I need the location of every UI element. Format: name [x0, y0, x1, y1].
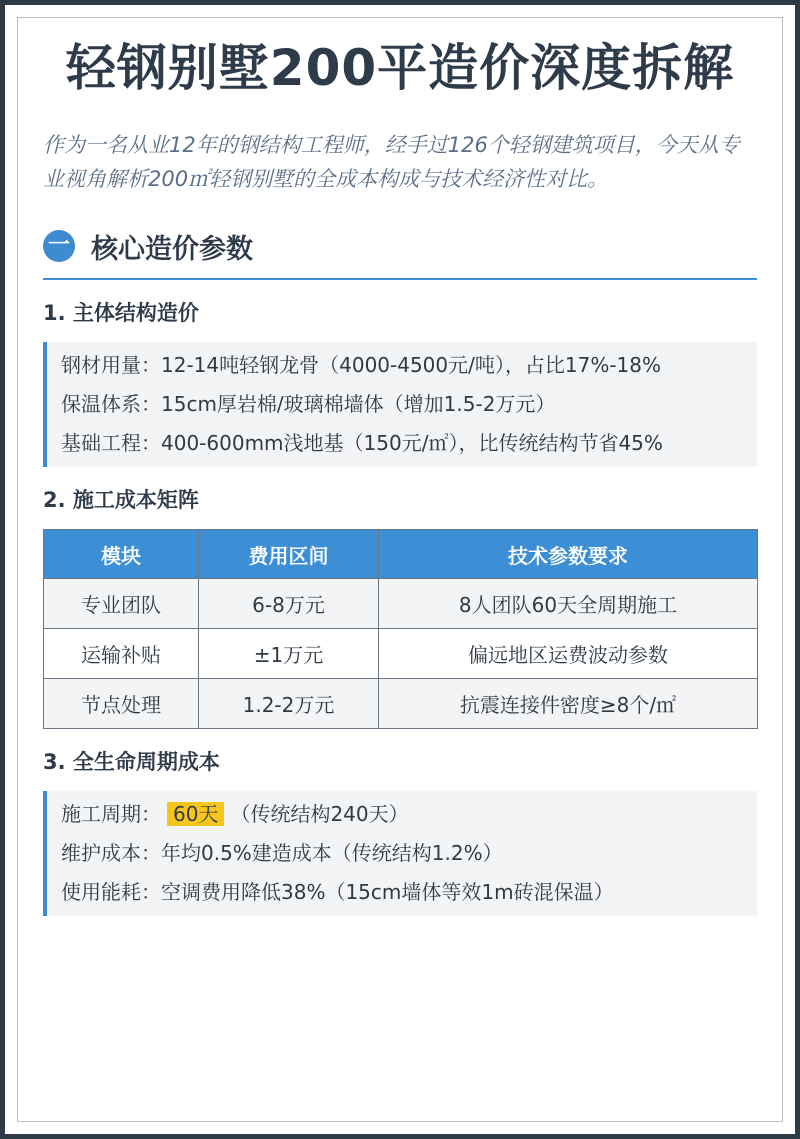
- subsection-title-cost-matrix: 2. 施工成本矩阵: [43, 488, 199, 512]
- article-content: [43, 34, 757, 916]
- table-cell: 偏远地区运费波动参数: [379, 629, 758, 679]
- table-cell: 8人团队60天全周期施工: [379, 579, 758, 629]
- param-foundation: 基础工程：400-600mm浅地基（150元/㎡），比传统结构节省45%: [61, 431, 663, 455]
- section-divider: [43, 278, 757, 280]
- column-header-cost-range: 费用区间: [199, 530, 379, 579]
- section-title: 核心造价参数: [91, 233, 253, 265]
- table-cell: 节点处理: [44, 679, 199, 729]
- lifecycle-params-block: [43, 791, 757, 916]
- column-header-module: 模块: [44, 530, 199, 579]
- subsection-title-lifecycle: 3. 全生命周期成本: [43, 750, 220, 774]
- cycle-highlight: 60天: [167, 802, 224, 826]
- table-cell: 抗震连接件密度≥8个/㎡: [379, 679, 758, 729]
- table-row: [44, 579, 758, 629]
- param-insulation: 保温体系：15cm厚岩棉/玻璃棉墙体（增加1.5-2万元）: [61, 392, 556, 416]
- structure-params-block: [43, 342, 757, 467]
- param-maintenance: 维护成本：年均0.5%建造成本（传统结构1.2%）: [61, 841, 503, 865]
- table-cell: 1.2-2万元: [199, 679, 379, 729]
- section-number-badge: 一: [43, 230, 75, 262]
- cycle-label: 施工周期：: [61, 802, 161, 826]
- cycle-comparison: （传统结构240天）: [230, 802, 409, 826]
- param-energy: 使用能耗：空调费用降低38%（15cm墙体等效1m砖混保温）: [61, 880, 614, 904]
- table-row: [44, 629, 758, 679]
- table-row: [44, 679, 758, 729]
- param-steel: 钢材用量：12-14吨轻钢龙骨（4000-4500元/吨），占比17%-18%: [61, 353, 661, 377]
- cost-matrix-table: [43, 529, 758, 729]
- article-title: 轻钢别墅200平造价深度拆解: [65, 39, 735, 97]
- table-cell: 专业团队: [44, 579, 199, 629]
- table-cell: 运输补贴: [44, 629, 199, 679]
- column-header-tech-params: 技术参数要求: [379, 530, 758, 579]
- subsection-title-structure: 1. 主体结构造价: [43, 301, 199, 325]
- table-cell: 6-8万元: [199, 579, 379, 629]
- section-header: [43, 224, 757, 268]
- param-construction-cycle: [61, 799, 741, 830]
- table-cell: ±1万元: [199, 629, 379, 679]
- table-header-row: [44, 530, 758, 579]
- article-intro: 作为一名从业12年的钢结构工程师，经手过126个轻钢建筑项目，今天从专业视角解析200㎡轻钢别墅的全成本构成与技术经济性对比。: [43, 133, 740, 191]
